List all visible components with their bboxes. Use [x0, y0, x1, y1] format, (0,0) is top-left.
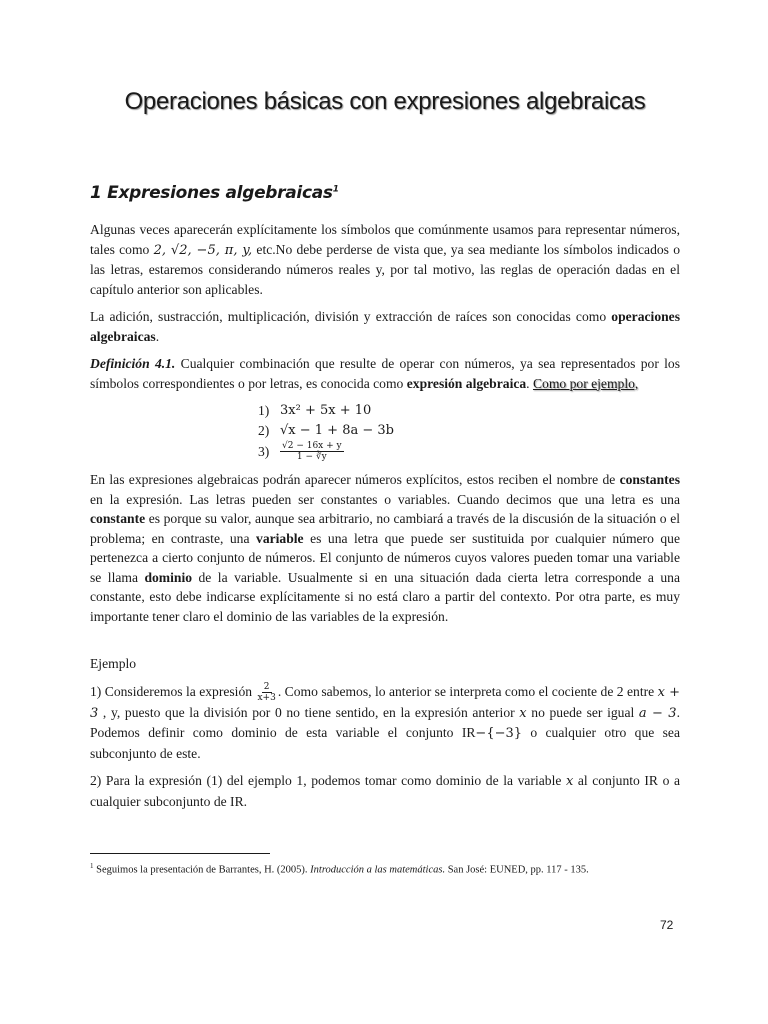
body-text: [90, 220, 680, 819]
footnote-mark: 1: [90, 862, 94, 870]
text: , y, puesto que la división por 0 no tiene sentido, en la expresión anterior: [98, 704, 520, 720]
text: 1) Consideremos la expresión: [90, 683, 256, 699]
bold-term: operaciones algebraicas: [90, 309, 680, 344]
bold-term: variable: [256, 530, 304, 546]
inline-math: x: [519, 705, 527, 721]
fraction-denominator: x+3: [257, 692, 276, 703]
paragraph-definition: [90, 354, 680, 393]
page-number: 72: [660, 918, 674, 932]
page-title: Operaciones básicas con expresiones algebraicas: [124, 88, 646, 115]
inline-math: x: [565, 774, 574, 790]
bold-term: expresión algebraica: [406, 375, 527, 391]
list-item: [258, 421, 680, 441]
paragraph-intro: [90, 220, 680, 299]
paragraph-example-2: [90, 771, 680, 811]
paragraph-operations: [90, 307, 680, 346]
text: o cualquier otro que sea subconjunto de este.: [90, 725, 681, 761]
section-heading-text: 1 Expresiones algebraicas: [90, 183, 333, 203]
text: .: [526, 375, 533, 391]
text: de la variable. Usualmente si en una situación dada cierta letra corresponde a una constante, esto debe indicarse explícitamente si no está claro a partir del contexto. Por otra parte, es muy importante tener claro el dominio de las variables de la expresión.: [90, 569, 680, 624]
text: Seguimos la presentación de Barrantes, H. (2005).: [93, 864, 311, 876]
text: La adición, sustracción, multiplicación, división y extracción de raíces son conocidas como: [90, 309, 612, 324]
fraction-denominator: 1 − ∛y: [296, 452, 327, 462]
list-number: 1): [258, 403, 270, 418]
bold-term: constante: [90, 511, 146, 526]
text: no puede ser igual: [526, 704, 639, 720]
text: 2) Para la expresión (1) del ejemplo 1, podemos tomar como dominio de la variable: [90, 773, 566, 789]
text: San José: EUNED, pp. 117 - 135.: [445, 864, 589, 876]
paragraph-constants: [90, 470, 680, 626]
definition-label: Definición 4.1.: [90, 356, 176, 371]
list-number: 3): [258, 443, 270, 459]
text: . Podemos definir como dominio de esta variable el conjunto IR: [90, 704, 680, 741]
text: etc.No debe perderse de vista que, ya sea mediante los símbolos indicados o las letras, estaremos considerando números reales y, por tal motivo, las reglas de operación dadas en el capítulo anterior son aplicables.: [90, 241, 680, 297]
paragraph-example-1: [90, 682, 680, 764]
text: es porque su valor, aunque sea arbitrario, no cambiará a través de la discusión de la situación o el problema; en contraste, una: [90, 511, 680, 546]
inline-math: a − 3: [638, 705, 677, 721]
inline-math: −{−3}: [475, 726, 523, 742]
footnote-ref[interactable]: 1: [332, 184, 339, 195]
inline-math: 2, √2, −5, π, y,: [153, 242, 253, 258]
text: .: [155, 328, 160, 344]
bold-term: constantes: [619, 472, 680, 487]
footnote-divider: [90, 853, 270, 854]
text: en la expresión. Las letras pueden ser constantes o variables. Cuando decimos que una letra es una: [90, 491, 680, 507]
text: En las expresiones algebraicas podrán aparecer números explícitos, estos reciben el nombre de: [90, 472, 620, 487]
list-number: 2): [258, 423, 270, 438]
examples-list: [258, 401, 680, 462]
fraction-expression: [280, 441, 344, 462]
list-item: [258, 441, 680, 462]
math-expression: √x − 1 + 8a − 3b: [280, 423, 394, 438]
text: al conjunto IR o a cualquier subconjunto de IR.: [90, 773, 680, 809]
text: es una letra que puede ser sustituida por cualquier número que pertenezca a cierto conjunto de números. El conjunto de números cuyos valores pueden tomar una variable se llama: [90, 530, 680, 585]
fraction-numerator: 2: [263, 681, 270, 692]
fraction-expression: [255, 682, 277, 703]
inline-math: x + 3: [90, 684, 680, 721]
text: Como por ejemplo,: [532, 375, 639, 391]
example-label: Ejemplo: [90, 656, 137, 671]
book-title: Introducción a las matemáticas.: [310, 864, 446, 876]
section-heading: [90, 183, 339, 203]
text: Algunas veces aparecerán explícitamente los símbolos que comúnmente usamos para representar números, tales como: [90, 222, 680, 257]
list-item: [258, 401, 680, 421]
footnote: [90, 862, 690, 876]
text: . Como sabemos, lo anterior se interpreta como el cociente de 2 entre: [277, 683, 658, 699]
text: Cualquier combinación que resulte de operar con números, ya sea representados por los símbolos correspondientes o por letras, es conocida como: [90, 356, 680, 391]
bold-term: dominio: [144, 569, 193, 585]
fraction-numerator: √2 − 16x + y: [282, 441, 342, 451]
math-expression: 3x² + 5x + 10: [280, 403, 372, 418]
